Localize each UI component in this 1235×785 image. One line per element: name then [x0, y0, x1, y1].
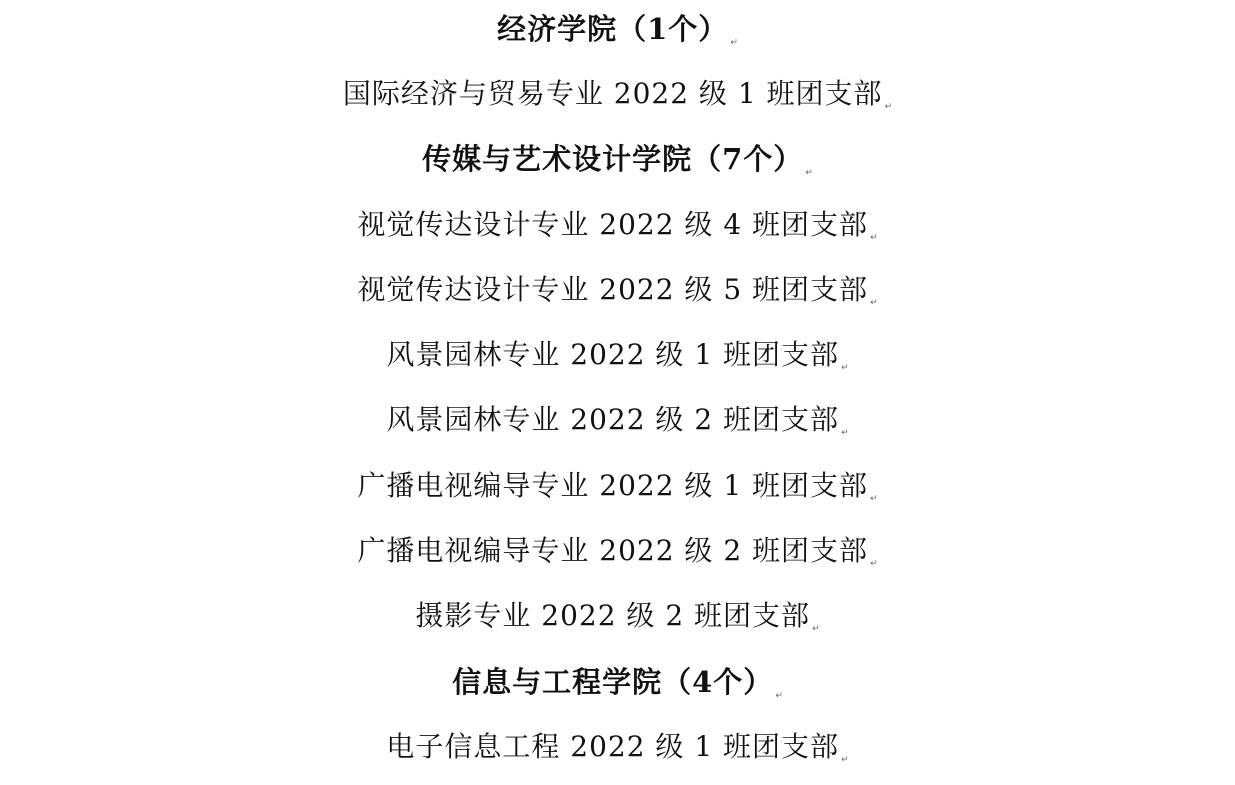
paragraph-mark-icon: ↵: [775, 691, 783, 701]
paragraph-mark-icon: ↵: [805, 168, 813, 178]
paragraph-mark-icon: ↵: [841, 755, 849, 765]
paragraph-mark-icon: ↵: [870, 559, 878, 569]
college-heading-info-eng: [0, 662, 1235, 702]
branch-text: 风景园林专业 2022 级 2 班团支部: [386, 403, 840, 436]
branch-item: [0, 74, 1235, 114]
college-heading-economics: [0, 9, 1235, 49]
paragraph-mark-icon: ↵: [730, 38, 738, 48]
branch-text: 广播电视编导专业 2022 级 1 班团支部: [357, 469, 869, 502]
branch-text: 风景园林专业 2022 级 1 班团支部: [386, 338, 840, 371]
branch-item: [0, 531, 1235, 571]
paragraph-mark-icon: ↵: [870, 298, 878, 308]
branch-item: [0, 466, 1235, 506]
paragraph-mark-icon: ↵: [884, 102, 893, 112]
paragraph-mark-icon: ↵: [841, 363, 849, 373]
branch-item: [0, 727, 1235, 767]
paragraph-mark-icon: ↵: [841, 428, 849, 438]
branch-item: [0, 400, 1235, 440]
heading-text: 信息与工程学院（4个）: [452, 665, 774, 699]
branch-text: 电子信息工程 2022 级 1 班团支部: [386, 730, 840, 763]
branch-text: 视觉传达设计专业 2022 级 5 班团支部: [357, 273, 869, 306]
paragraph-mark-icon: ↵: [870, 233, 878, 243]
branch-item: [0, 335, 1235, 375]
heading-text: 传媒与艺术设计学院（7个）: [422, 142, 804, 176]
branch-text: 广播电视编导专业 2022 级 2 班团支部: [357, 534, 869, 567]
paragraph-mark-icon: ↵: [870, 494, 878, 504]
branch-text: 视觉传达设计专业 2022 级 4 班团支部: [357, 208, 869, 241]
branch-text: 摄影专业 2022 级 2 班团支部: [415, 599, 811, 632]
college-heading-media-art: [0, 139, 1235, 179]
paragraph-mark-icon: ↵: [812, 624, 820, 634]
heading-text: 经济学院（1个）: [497, 12, 729, 46]
branch-item: [0, 205, 1235, 245]
branch-text: 国际经济与贸易专业 2022 级 1 班团支部: [342, 77, 883, 110]
branch-item: [0, 270, 1235, 310]
branch-item: [0, 596, 1235, 636]
